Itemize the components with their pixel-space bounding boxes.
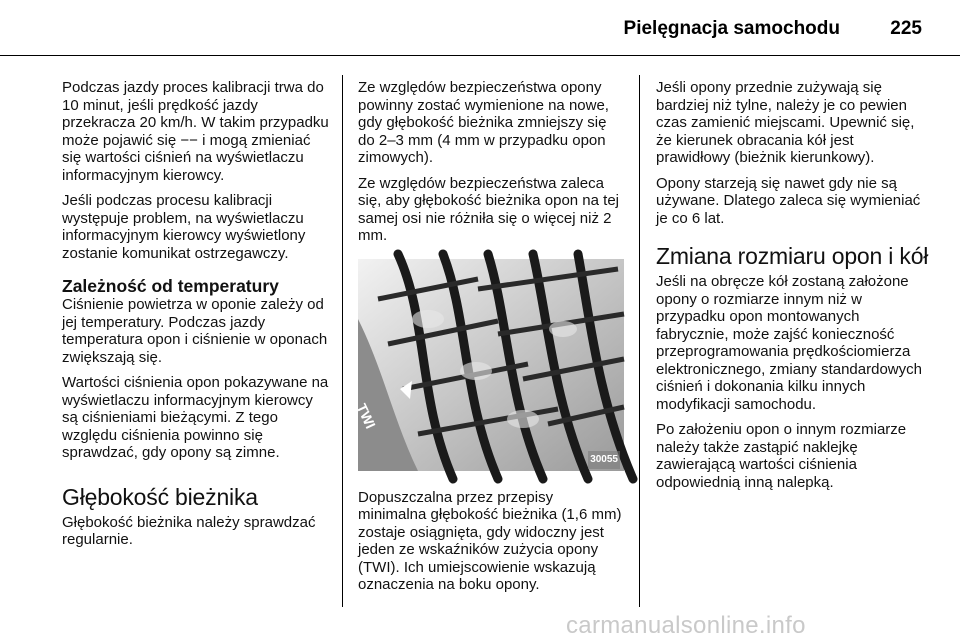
column-divider-2 — [639, 75, 640, 607]
figure-code: 30055 — [588, 451, 620, 469]
paragraph-tread-axle: Ze względów bezpieczeństwa zaleca się, aby głębokość bieżnika opon na tej samej osi nie różniła się o więcej niż 2 mm. — [358, 174, 620, 244]
heading-temperature: Zależność od temperatury — [62, 276, 279, 296]
paragraph-calibration: Podczas jazdy proces kalibracji trwa do 10 minut, jeśli prędkość jazdy przekracza 20 km/h. W takim przypadku może pojawić się −− i mogą zmieniać się wartości ciśnień na wyświetlaczu informacyjnym kierowcy. — [62, 79, 329, 184]
paragraph-aging: Opony starzeją się nawet gdy nie są używane. Dlatego zaleca się wymieniać je co 6 lat. — [656, 174, 921, 227]
column-divider-1 — [342, 75, 343, 607]
column-1 — [62, 79, 332, 557]
header-divider — [0, 55, 960, 56]
watermark: carmanualsonline.info — [566, 612, 806, 639]
paragraph-tread-replace: Ze względów bezpieczeństwa opony powinny zostać wymienione na nowe, gdy głębokość bieżnika zmniejszy się do 2–3 mm (4 mm w przypadku opon zimowych). — [358, 79, 609, 166]
paragraph-sticker: Po założeniu opon o innym rozmiarze należy także zastąpić naklejkę zawierającą wartości ciśnienia odpowiednią inną nalepką. — [656, 421, 907, 491]
paragraph-calibration-problem: Jeśli podczas procesu kalibracji występuje problem, na wyświetlaczu informacyjnym kierowcy wyświetlony zostanie komunikat ostrzegawczy. — [62, 192, 306, 262]
twi-label: TWI — [353, 400, 379, 431]
page-title: Pielęgnacja samochodu — [623, 18, 840, 39]
paragraph-size-change: Jeśli na obręcze kół zostaną założone opony o rozmiarze innym niż w przypadku opon montowanych fabrycznie, może zajść konieczność przeprogramowania prędkościomierza elektronicznego, zmiany standardowych ciśnień i dokonania kilku innych modyfikacji samochodu. — [656, 273, 922, 413]
paragraph-tread-check: Głębokość bieżnika należy sprawdzać regularnie. — [62, 513, 316, 548]
page-number: 225 — [890, 18, 922, 39]
tyre-tread-illustration — [358, 259, 624, 471]
paragraph-twi: Dopuszczalna przez przepisy minimalna głębokość bieżnika (1,6 mm) zostaje osiągnięta, gdy widoczny jest jeden ze wskaźników zużycia opony (TWI). Ich umiejscowienie wskazują oznaczenia na boku opony. — [358, 488, 622, 593]
paragraph-temperature: Ciśnienie powietrza w oponie zależy od jej temperatury. Podczas jazdy temperatura opon i ciśnienie w oponach zwiększają się. — [62, 296, 328, 366]
heading-size-change: Zmiana rozmiaru opon i kół — [656, 243, 929, 269]
paragraph-current-pressure: Wartości ciśnienia opon pokazywane na wyświetlaczu informacyjnym kierowcy są ciśnieniami bieżącymi. Z tego względu ciśnienia powinno się sprawdzać, gdy opony są zimne. — [62, 374, 329, 461]
tyre-tread-figure — [353, 259, 624, 471]
column-3 — [656, 79, 929, 499]
paragraph-rotation: Jeśli opony przednie zużywają się bardziej niż tylne, należy je co pewien czas zamienić miejscami. Upewnić się, że kierunek obracania kół jest prawidłowy (bieżnik kierunkowy). — [656, 79, 915, 166]
column-2 — [353, 79, 624, 602]
heading-tread-depth: Głębokość bieżnika — [62, 483, 258, 510]
